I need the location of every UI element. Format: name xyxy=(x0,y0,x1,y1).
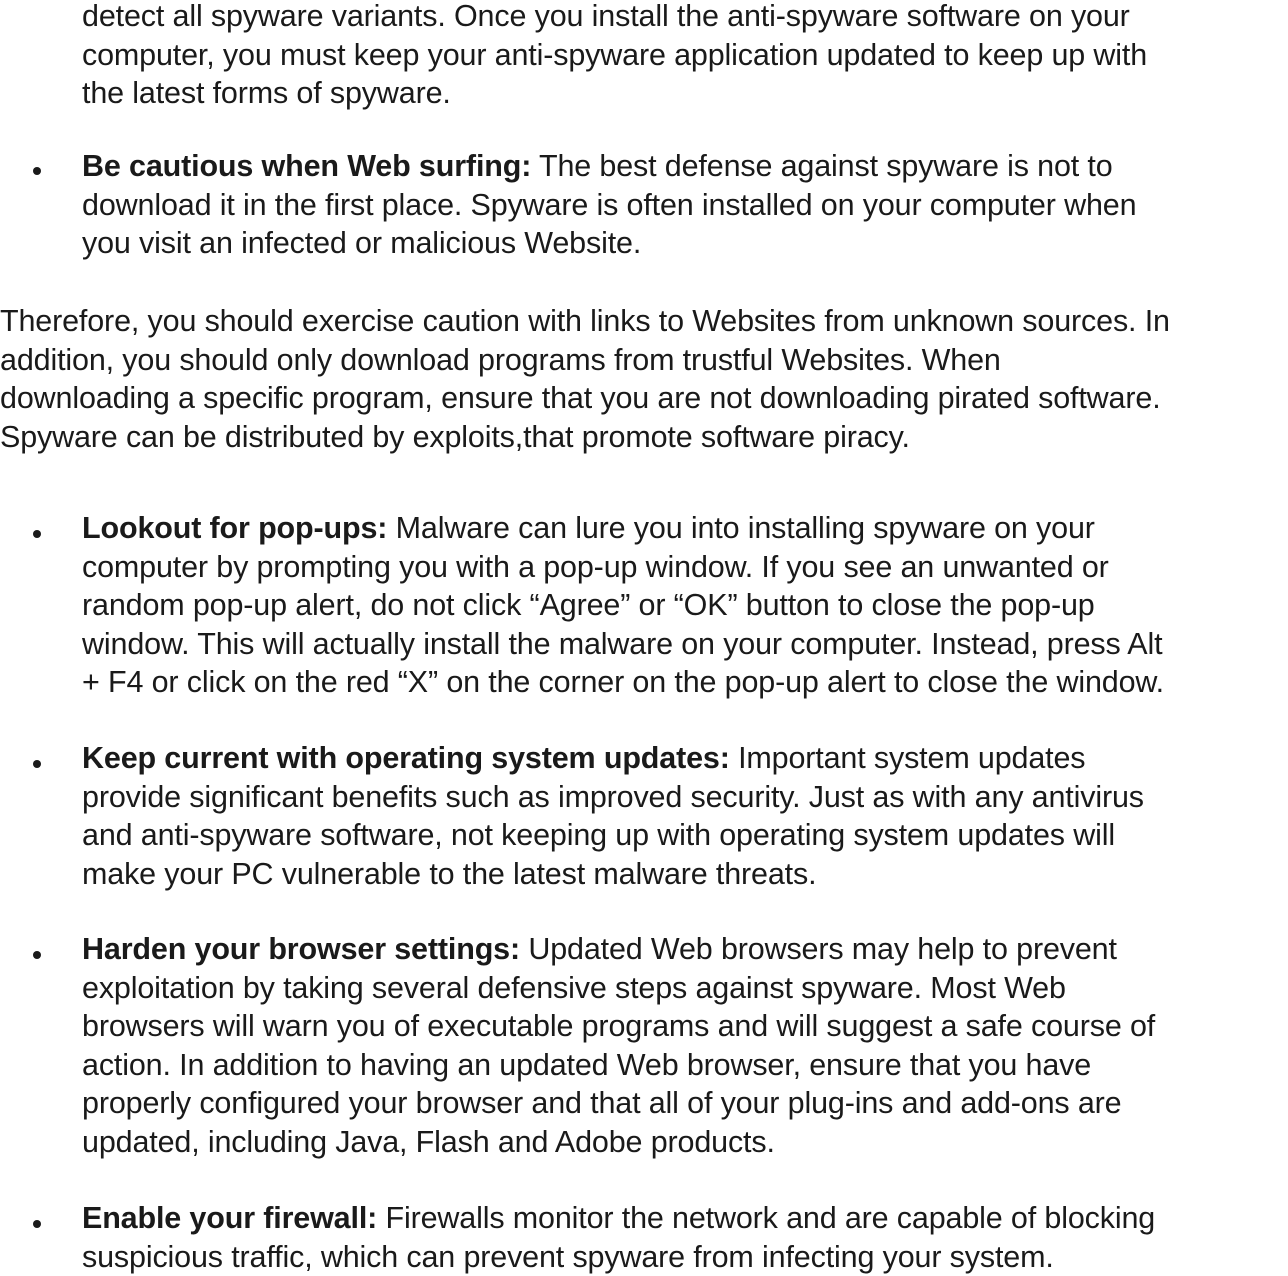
text-line xyxy=(82,147,1136,186)
text-line: + F4 or click on the red “X” on the corner on the pop-up alert to close the window. xyxy=(82,665,1164,700)
bullet-text: The best defense against spyware is not to xyxy=(531,149,1113,183)
bullet-dot xyxy=(33,760,41,768)
text-line: provide significant benefits such as improved security. Just as with any antivirus xyxy=(82,779,1144,814)
bullet-os-updates xyxy=(82,739,1144,893)
text-line: suspicious traffic, which can prevent spyware from infecting your system. xyxy=(82,1239,1054,1274)
text-line: window. This will actually install the malware on your computer. Instead, press Alt xyxy=(82,626,1163,661)
continuation-text xyxy=(82,0,1147,113)
bullet-browser-settings xyxy=(82,930,1155,1162)
text-line: action. In addition to having an updated Web browser, ensure that you have xyxy=(82,1047,1092,1082)
bullet-firewall xyxy=(82,1199,1155,1276)
text-line: detect all spyware variants. Once you install the anti-spyware software on your xyxy=(82,0,1130,33)
text-line: Therefore, you should exercise caution with links to Websites from unknown sources. In xyxy=(0,304,1170,338)
bullet-heading: Keep current with operating system updates: xyxy=(82,741,730,775)
text-line: make your PC vulnerable to the latest malware threats. xyxy=(82,856,817,891)
bullet-text: Firewalls monitor the network and are capable of blocking xyxy=(377,1201,1156,1235)
body-paragraph xyxy=(0,302,1170,456)
bullet-text: Malware can lure you into installing spyware on your xyxy=(387,511,1095,545)
text-line: properly configured your browser and that all of your plug-ins and add-ons are xyxy=(82,1086,1122,1121)
text-line: Spyware can be distributed by exploits,that promote software piracy. xyxy=(0,419,910,454)
text-line xyxy=(82,930,1155,969)
bullet-popups xyxy=(82,509,1164,702)
text-line: exploitation by taking several defensive steps against spyware. Most Web xyxy=(82,970,1066,1005)
text-line: addition, you should only download programs from trustful Websites. When xyxy=(0,342,1001,377)
text-line: browsers will warn you of executable programs and will suggest a safe course of xyxy=(82,1009,1156,1044)
bullet-text: Updated Web browsers may help to prevent xyxy=(520,932,1117,966)
text-line: downloading a specific program, ensure that you are not downloading pirated software. xyxy=(0,381,1161,416)
text-line: updated, including Java, Flash and Adobe products. xyxy=(82,1124,775,1159)
bullet-heading: Enable your firewall: xyxy=(82,1201,378,1235)
bullet-dot xyxy=(33,167,41,175)
text-line: computer by prompting you with a pop-up window. If you see an unwanted or xyxy=(82,549,1109,584)
text-line xyxy=(82,1199,1155,1238)
text-line: you visit an infected or malicious Website. xyxy=(82,226,642,261)
bullet-dot xyxy=(33,1220,41,1228)
bullet-dot xyxy=(33,530,41,538)
text-line: computer, you must keep your anti-spyware application updated to keep up with xyxy=(82,37,1148,72)
text-line xyxy=(82,509,1164,548)
bullet-dot xyxy=(33,951,41,959)
text-line xyxy=(82,739,1144,778)
text-line: random pop-up alert, do not click “Agree” or “OK” button to close the pop-up xyxy=(82,588,1095,623)
bullet-heading: Harden your browser settings: xyxy=(82,932,520,966)
text-line: download it in the first place. Spyware is often installed on your computer when xyxy=(82,187,1137,222)
text-line: and anti-spyware software, not keeping up with operating system updates will xyxy=(82,818,1115,853)
bullet-web-surfing xyxy=(82,147,1136,263)
bullet-heading: Be cautious when Web surfing: xyxy=(82,149,532,183)
bullet-text: Important system updates xyxy=(729,741,1086,775)
text-line: the latest forms of spyware. xyxy=(82,76,451,111)
bullet-heading: Lookout for pop-ups: xyxy=(82,511,388,545)
